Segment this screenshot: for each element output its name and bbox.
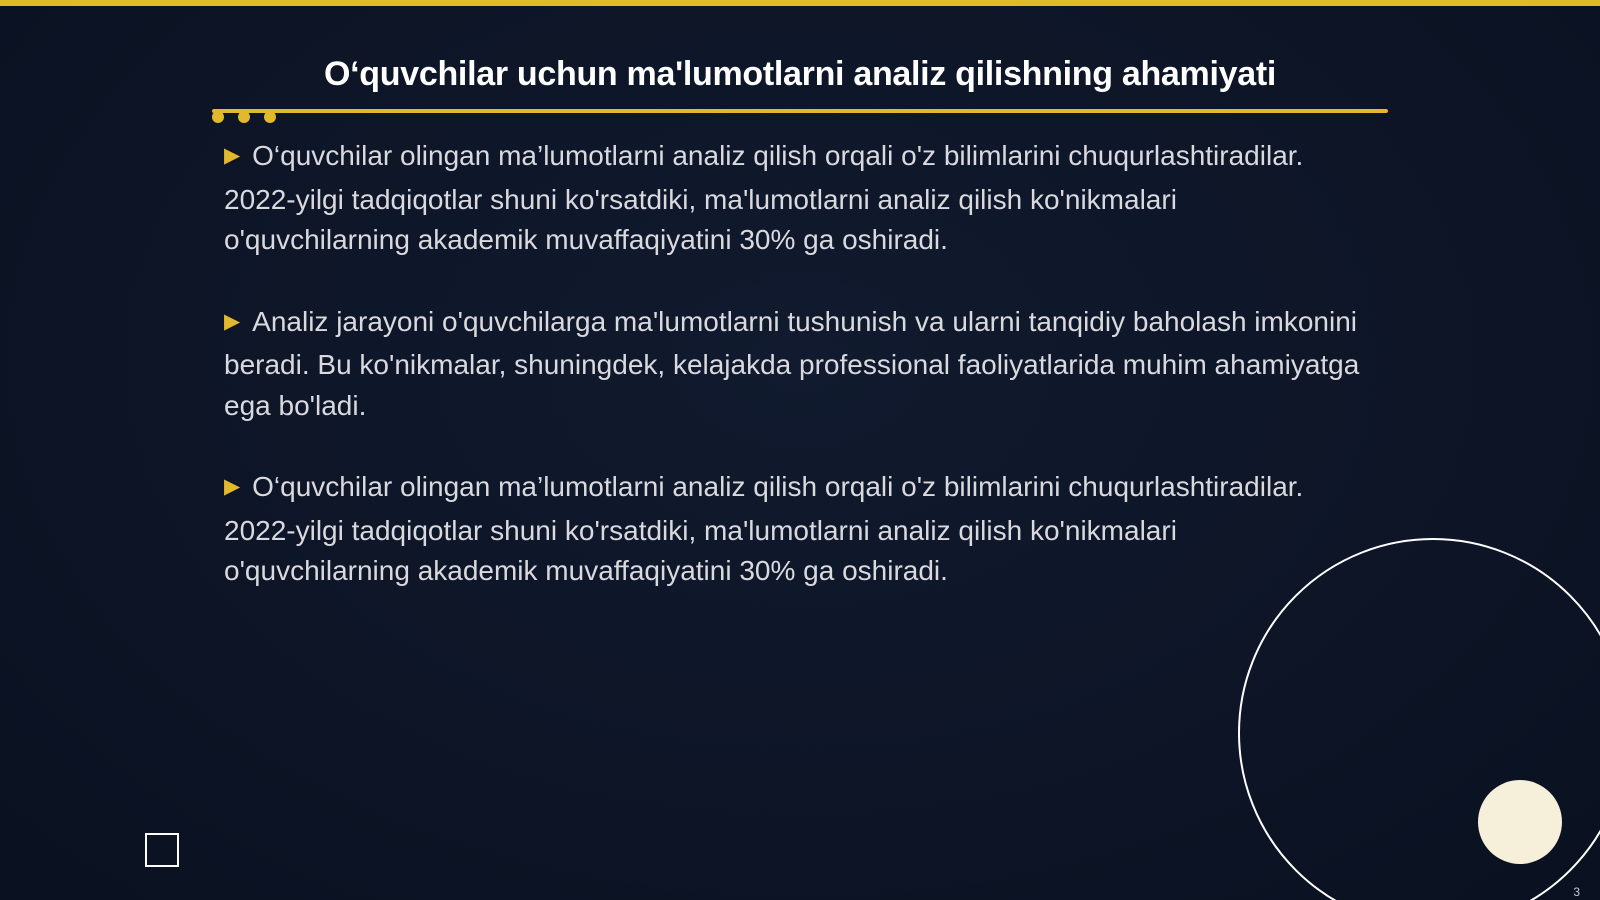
triangle-right-icon: ▶ xyxy=(224,144,241,167)
decorative-dot xyxy=(212,111,224,123)
decorative-dot xyxy=(238,111,250,123)
title-underline xyxy=(212,109,1388,113)
bullet-text: O‘quvchilar olingan ma’lumotlarni analiz qilish orqali o'z bilimlarini chuqurlashtiradilar. 2022-yilgi tadqiqotlar shuni ko'rsatdiki, ma'lumotlarni analiz qilish ko'nikmalari o'quvchilarning akademik muvaffaqiyatini 30% ga oshiradi. xyxy=(224,140,1304,255)
bullet-text: O‘quvchilar olingan ma’lumotlarni analiz qilish orqali o'z bilimlarini chuqurlashtiradilar. 2022-yilgi tadqiqotlar shuni ko'rsatdiki, ma'lumotlarni analiz qilish ko'nikmalari o'quvchilarning akademik muvaffaqiyatini 30% ga oshiradi. xyxy=(224,471,1304,586)
bullet-item xyxy=(224,302,1364,427)
triangle-right-icon: ▶ xyxy=(224,475,241,498)
top-accent-bar xyxy=(0,0,1600,6)
bullet-item xyxy=(224,467,1364,592)
triangle-right-icon: ▶ xyxy=(224,309,241,333)
square-button[interactable] xyxy=(145,833,179,867)
page-number: 3 xyxy=(1573,885,1580,899)
decorative-circle-filled xyxy=(1478,780,1562,864)
bullet-text: Analiz jarayoni o'quvchilarga ma'lumotlarni tushunish va ularni tanqidiy baholash imkonini beradi. Bu ko'nikmalar, shuningdek, kelajakda professional faoliyatlarida muhim ahamiyatga ega bo'ladi. xyxy=(224,305,1360,421)
slide-title: O‘quvchilar uchun ma'lumotlarni analiz qilishning ahamiyati xyxy=(324,55,1276,93)
bullet-list xyxy=(224,136,1364,633)
decorative-dot xyxy=(264,111,276,123)
bullet-item xyxy=(224,136,1364,261)
